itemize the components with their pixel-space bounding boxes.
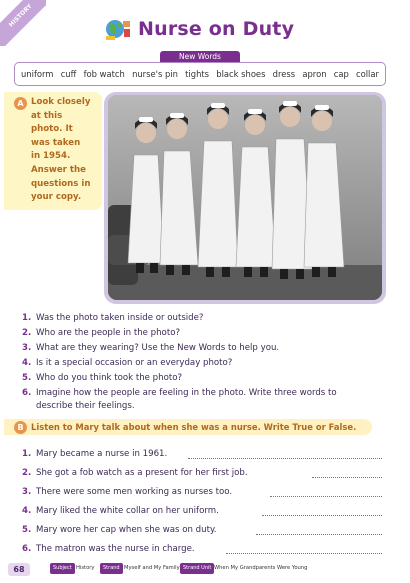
question-number: 5.: [22, 373, 32, 383]
question-text: What are they wearing? Use the New Words to help you.: [36, 343, 280, 353]
new-word: cuff: [60, 69, 77, 79]
answer-line-4[interactable]: [262, 515, 382, 516]
statement-text: Mary wore her cap when she was on duty.: [36, 525, 217, 535]
answer-line-5[interactable]: [256, 534, 382, 535]
new-word: nurse's pin: [132, 69, 178, 79]
question-2: [22, 328, 180, 338]
answer-line-6[interactable]: [226, 553, 382, 554]
section-a-badge: A: [14, 97, 27, 110]
question-3: [22, 343, 279, 353]
instruction-line: in 1954.: [31, 151, 71, 162]
statement-number: 3.: [22, 487, 32, 497]
statement-number: 6.: [22, 544, 32, 554]
statement-text: Mary became a nurse in 1961.: [36, 449, 168, 459]
question-5: [22, 373, 182, 383]
statement-4: [22, 506, 219, 516]
new-word: dress: [272, 69, 296, 79]
section-b-badge: B: [14, 421, 27, 434]
statement-2: [22, 468, 248, 478]
question-number: 4.: [22, 358, 32, 368]
question-number: 3.: [22, 343, 32, 353]
instruction-line: Answer the: [31, 164, 86, 175]
question-number: 2.: [22, 328, 32, 338]
statement-number: 2.: [22, 468, 32, 478]
new-word: collar: [356, 69, 379, 79]
answer-line-2[interactable]: [312, 477, 382, 478]
subject-corner-ribbon: [0, 0, 46, 46]
question-6: [22, 388, 337, 398]
new-word: cap: [333, 69, 349, 79]
statement-text: She got a fob watch as a present for her first job.: [36, 468, 248, 478]
question-number: 1.: [22, 313, 32, 323]
answer-line-3[interactable]: [270, 496, 382, 497]
question-text: Who do you think took the photo?: [36, 373, 183, 383]
statement-text: The matron was the nurse in charge.: [36, 544, 195, 554]
section-a-instruction: [31, 96, 99, 205]
instruction-line: Look closely: [31, 97, 91, 107]
instruction-line: questions in: [31, 178, 91, 189]
footer-subject-label: Subject: [50, 563, 75, 574]
footer-strand-value: Myself and My Family: [124, 565, 180, 571]
instruction-line: at this: [31, 110, 63, 121]
footer-strand-unit-label: Strand Unit: [180, 563, 214, 574]
nurses-photo: [108, 95, 382, 300]
footer-subject-value: History: [76, 565, 95, 571]
instruction-line: your copy.: [31, 192, 82, 203]
statement-5: [22, 525, 217, 535]
question-1: [22, 313, 204, 323]
statement-number: 5.: [22, 525, 32, 535]
page-title: Nurse on Duty: [138, 18, 295, 40]
statement-text: Mary liked the white collar on her uniform.: [36, 506, 219, 516]
instruction-line: photo. It: [31, 124, 73, 135]
answer-line-1[interactable]: [188, 458, 382, 459]
new-word: uniform: [21, 69, 54, 79]
statement-3: [22, 487, 232, 497]
question-text: Who are the people in the photo?: [36, 328, 181, 338]
question-text: Is it a special occasion or an everyday photo?: [36, 358, 233, 368]
statement-6: [22, 544, 195, 554]
new-word: fob watch: [83, 69, 125, 79]
new-word: black shoes: [216, 69, 266, 79]
question-text: Imagine how the people are feeling in the photo. Write three words to: [36, 388, 337, 398]
instruction-line: was taken: [31, 137, 81, 148]
page-number: 68: [8, 563, 30, 576]
corner-label: HISTORY: [0, 0, 46, 46]
question-text: Was the photo taken inside or outside?: [36, 313, 204, 323]
title-row: [104, 12, 304, 46]
statement-text: There were some men working as nurses too.: [36, 487, 233, 497]
new-word: apron: [302, 69, 327, 79]
footer-strand-unit-value: When My Grandparents Were Young: [214, 565, 308, 571]
section-b-instruction: Listen to Mary talk about when she was a nurse. Write True or False.: [31, 422, 357, 432]
nurses-photo-illustration: [108, 95, 382, 300]
footer-strand-label: Strand: [100, 563, 123, 574]
question-6-continuation: [36, 401, 135, 411]
statement-number: 4.: [22, 506, 32, 516]
globe-icon: [104, 17, 132, 41]
question-text: describe their feelings.: [36, 401, 135, 411]
new-word: tights: [185, 69, 210, 79]
new-words-box: [14, 62, 386, 86]
statement-1: [22, 449, 167, 459]
statement-number: 1.: [22, 449, 32, 459]
new-words-heading: New Words: [160, 51, 240, 63]
question-4: [22, 358, 232, 368]
question-number: 6.: [22, 388, 32, 398]
